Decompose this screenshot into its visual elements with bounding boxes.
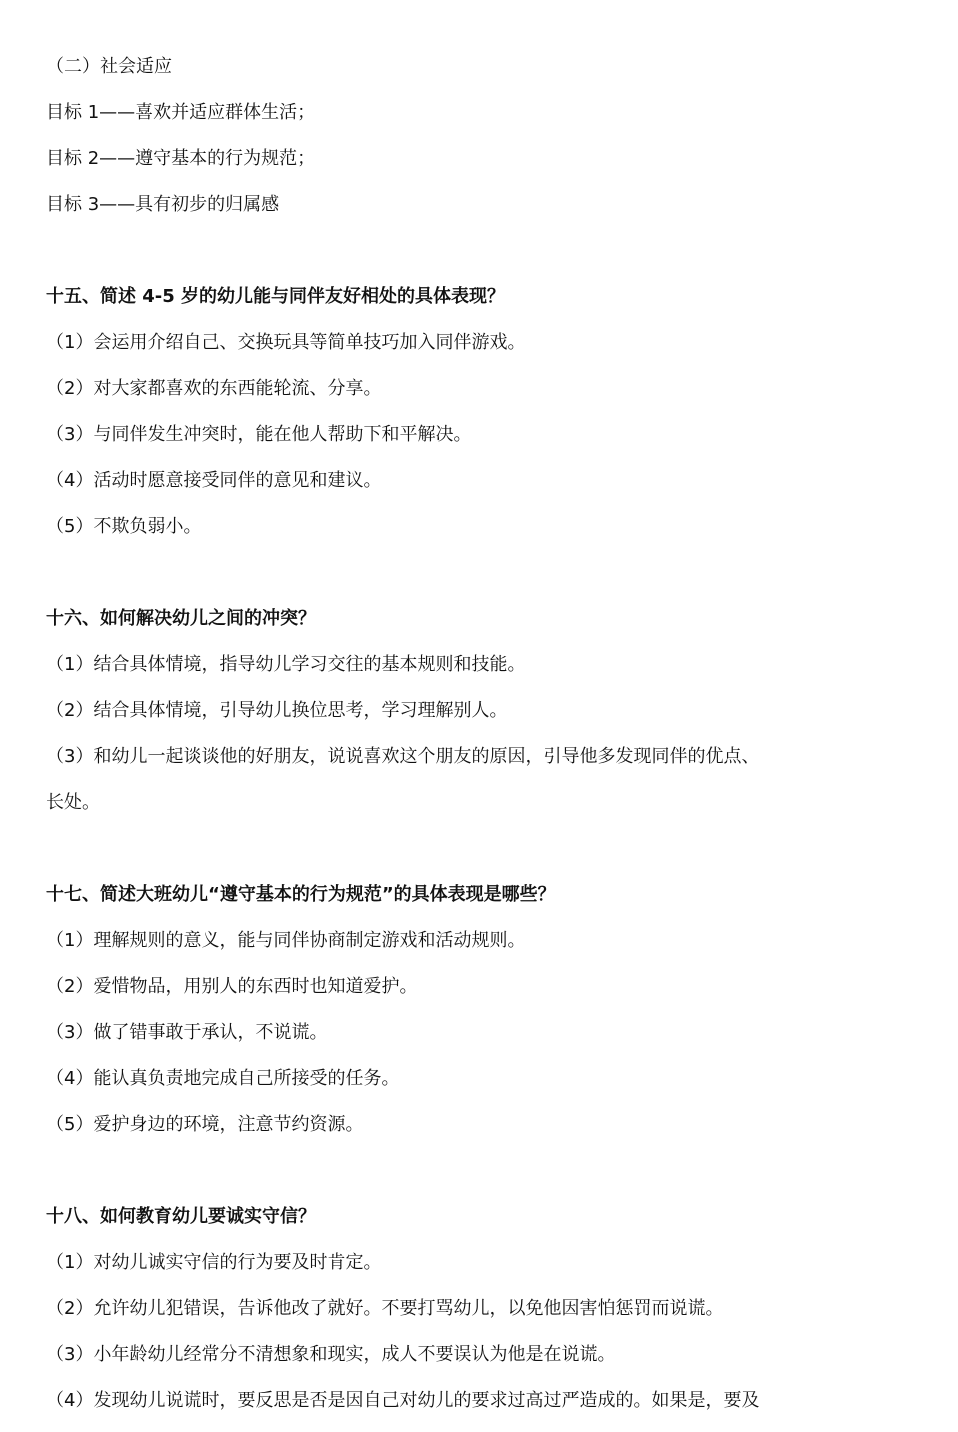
spacer: [46, 550, 926, 596]
answer-item: （1）会运用介绍自己、交换玩具等简单技巧加入同伴游戏。: [46, 332, 526, 353]
question-heading: 十七、简述大班幼儿“遵守基本的行为规范”的具体表现是哪些？: [46, 884, 556, 905]
section-title: （二）社会适应: [46, 56, 172, 77]
question-heading: 十八、如何教育幼儿要诚实守信？: [46, 1206, 316, 1227]
answer-item: （4）发现幼儿说谎时，要反思是否是因自己对幼儿的要求过高过严造成的。如果是，要及: [46, 1390, 760, 1411]
answer-item: （4）能认真负责地完成自己所接受的任务。: [46, 1068, 400, 1089]
answer-item: （3）小年龄幼儿经常分不清想象和现实，成人不要误认为他是在说谎。: [46, 1344, 616, 1365]
answer-item: （2）结合具体情境，引导幼儿换位思考，学习理解别人。: [46, 700, 508, 721]
spacer: [46, 1148, 926, 1194]
answer-item-continuation: 长处。: [46, 792, 100, 813]
answer-item: （1）对幼儿诚实守信的行为要及时肯定。: [46, 1252, 382, 1273]
answer-item: （5）爱护身边的环境，注意节约资源。: [46, 1114, 364, 1135]
goal-line: 目标 2——遵守基本的行为规范；: [46, 148, 316, 169]
question-heading: 十六、如何解决幼儿之间的冲突？: [46, 608, 316, 629]
question-heading: 十五、简述 4-5 岁的幼儿能与同伴友好相处的具体表现？: [46, 286, 506, 307]
answer-item: （5）不欺负弱小。: [46, 516, 202, 537]
answer-item: （3）和幼儿一起谈谈他的好朋友，说说喜欢这个朋友的原因，引导他多发现同伴的优点、: [46, 746, 760, 767]
answer-item: （2）对大家都喜欢的东西能轮流、分享。: [46, 378, 382, 399]
answer-item: （2）允许幼儿犯错误，告诉他改了就好。不要打骂幼儿，以免他因害怕惩罚而说谎。: [46, 1298, 724, 1319]
goal-line: 目标 3——具有初步的归属感: [46, 194, 280, 215]
answer-item: （3）做了错事敢于承认，不说谎。: [46, 1022, 328, 1043]
document-page: [46, 44, 926, 1424]
answer-item: （3）与同伴发生冲突时，能在他人帮助下和平解决。: [46, 424, 472, 445]
answer-item: （4）活动时愿意接受同伴的意见和建议。: [46, 470, 382, 491]
answer-item: （1）理解规则的意义，能与同伴协商制定游戏和活动规则。: [46, 930, 526, 951]
spacer: [46, 826, 926, 872]
goal-line: 目标 1——喜欢并适应群体生活；: [46, 102, 316, 123]
answer-item: （2）爱惜物品，用别人的东西时也知道爱护。: [46, 976, 418, 997]
spacer: [46, 228, 926, 274]
answer-item: （1）结合具体情境，指导幼儿学习交往的基本规则和技能。: [46, 654, 526, 675]
